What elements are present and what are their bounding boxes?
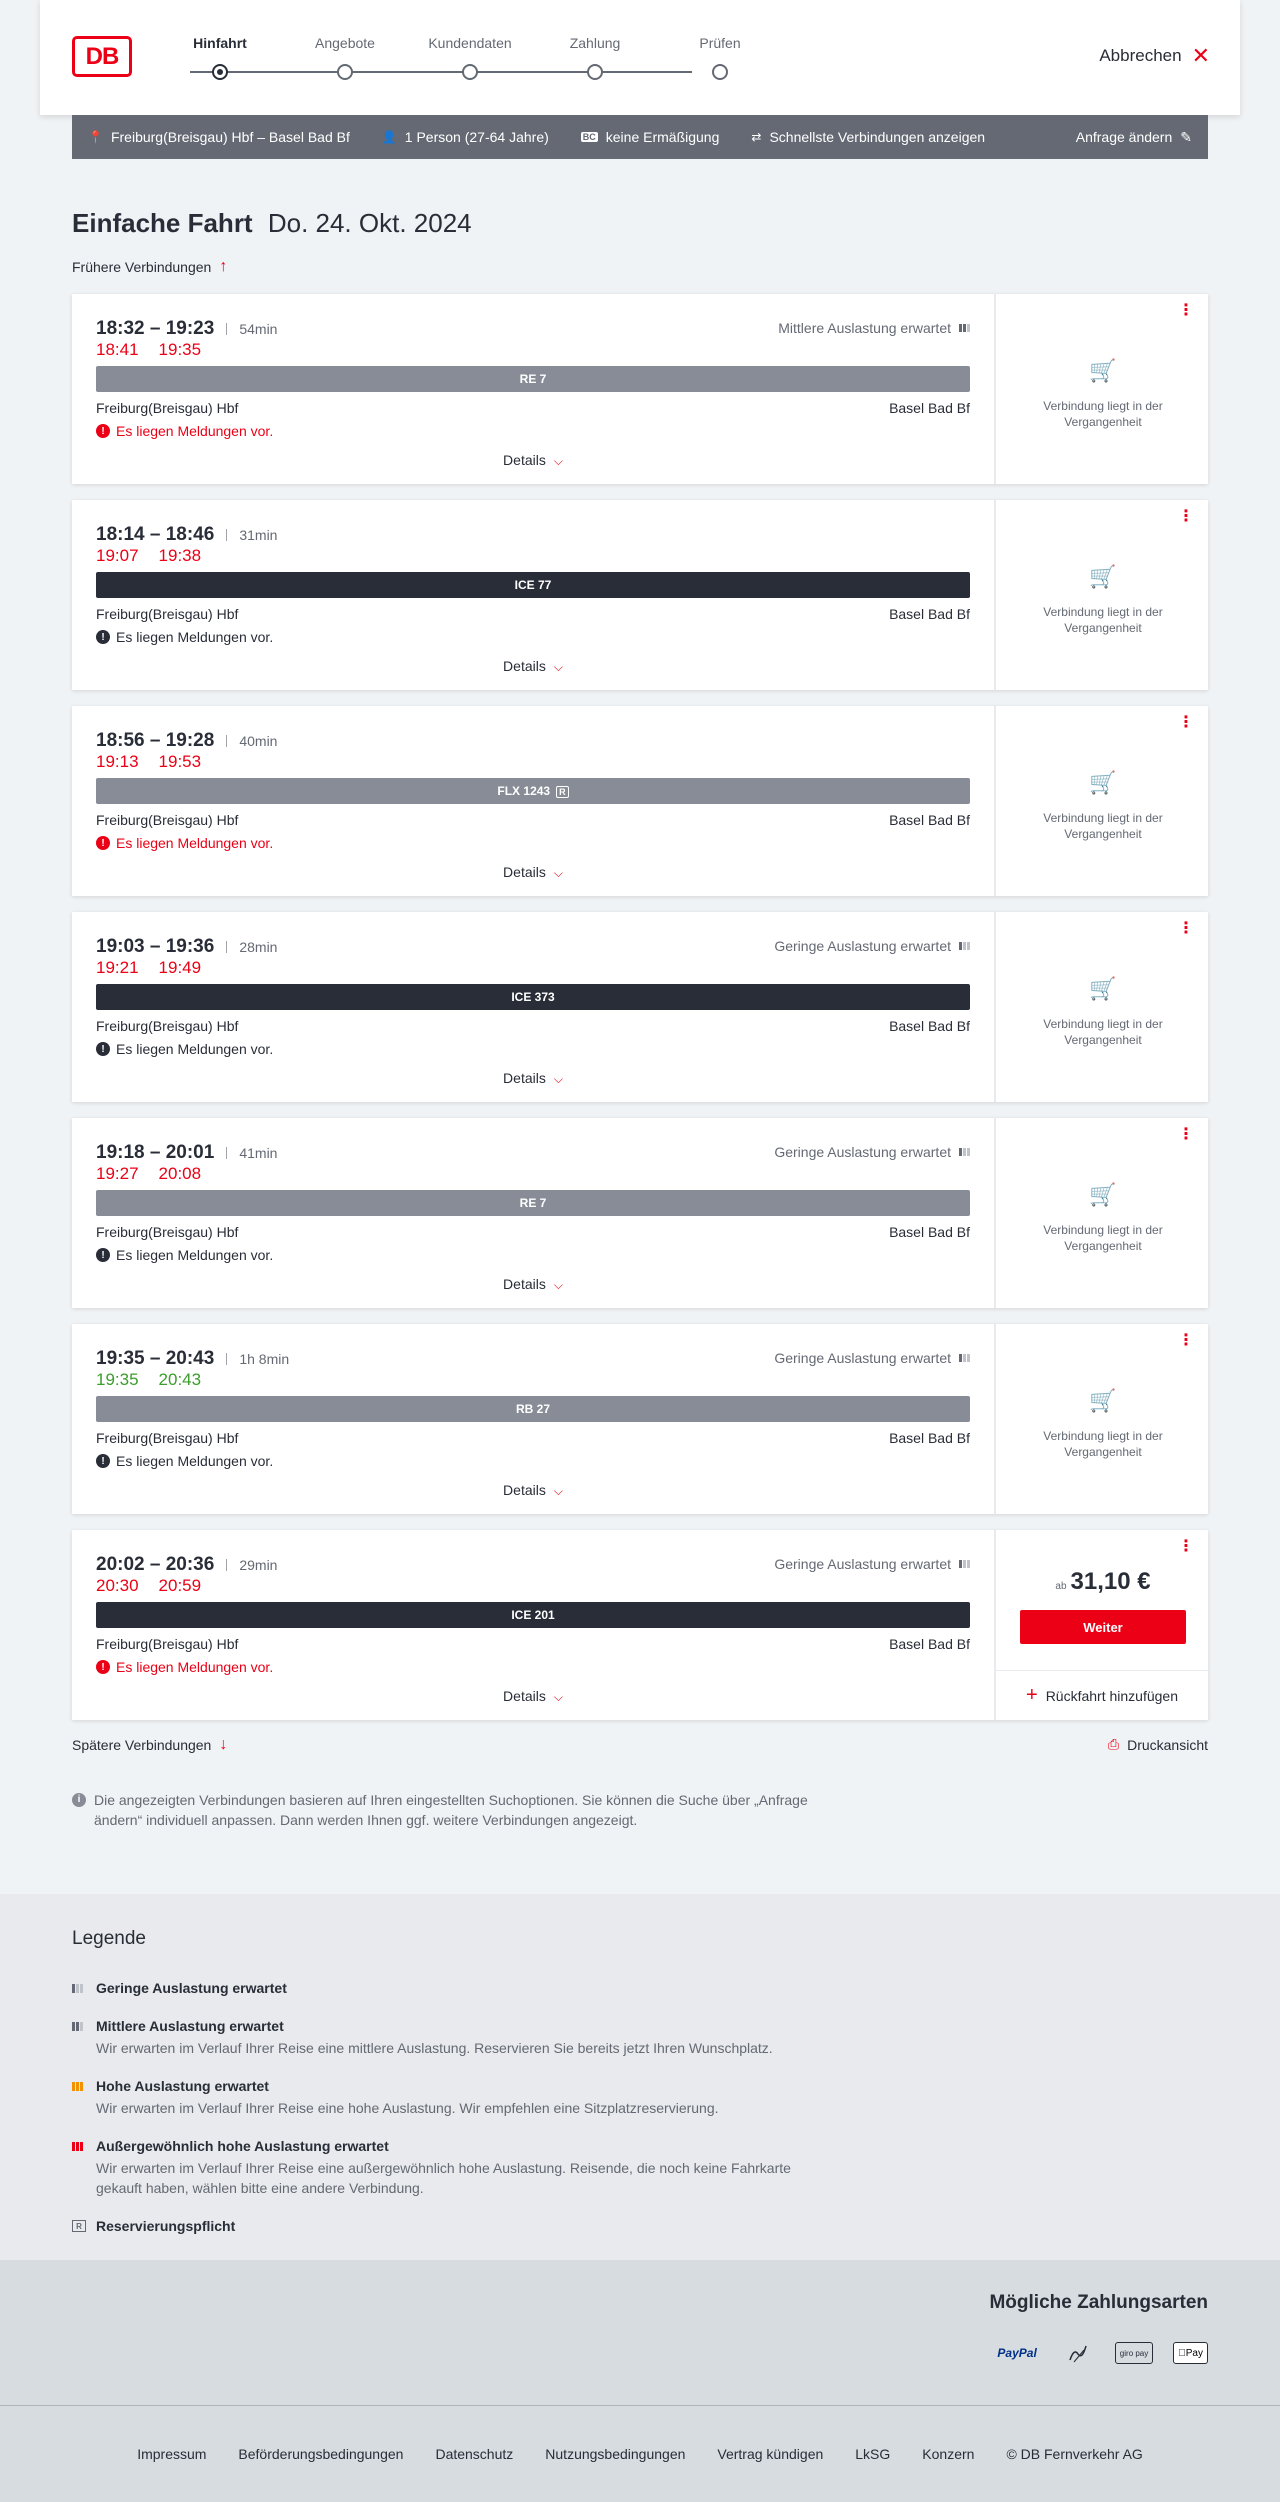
info-note bbox=[72, 1790, 852, 1830]
cancel-button[interactable] bbox=[1099, 43, 1210, 68]
realtime-arrival: 20:08 bbox=[158, 1164, 202, 1183]
chevron-down-icon: ⌵ bbox=[553, 866, 563, 880]
offer-panel bbox=[994, 1118, 1208, 1308]
legend-item-reservation bbox=[72, 2218, 235, 2234]
later-connections-link[interactable] bbox=[72, 1736, 227, 1754]
train-bar bbox=[96, 1190, 970, 1216]
realtime-arrival: 20:43 bbox=[158, 1370, 202, 1389]
chevron-down-icon: ⌵ bbox=[553, 1072, 563, 1086]
change-request-label: Anfrage ändern bbox=[1075, 129, 1173, 145]
connection-card bbox=[72, 294, 1208, 484]
footer-link-datenschutz[interactable]: Datenschutz bbox=[435, 2446, 514, 2462]
alert-icon: ! bbox=[96, 630, 110, 644]
disruption-message bbox=[96, 1453, 273, 1469]
cart-unavailable-icon: 🛒 bbox=[1089, 564, 1117, 589]
footer-link-nutzungsbedingungen[interactable]: Nutzungsbedingungen bbox=[545, 2446, 686, 2462]
page-title bbox=[72, 208, 472, 239]
discount-summary bbox=[581, 129, 720, 145]
train-bar bbox=[96, 1396, 970, 1422]
connection-card bbox=[72, 1324, 1208, 1514]
info-icon: i bbox=[72, 1793, 86, 1807]
destination-station: Basel Bad Bf bbox=[889, 606, 970, 622]
travellers-text: 1 Person (27-64 Jahre) bbox=[404, 129, 549, 145]
direct-debit-icon bbox=[1061, 2342, 1095, 2364]
more-options-icon[interactable]: ⋮ bbox=[1178, 920, 1194, 937]
chevron-down-icon: ⌵ bbox=[553, 454, 563, 468]
alert-icon: ! bbox=[96, 424, 110, 438]
duration: 28min bbox=[226, 941, 277, 953]
origin-station: Freiburg(Breisgau) Hbf bbox=[96, 1636, 239, 1652]
disruption-text: Es liegen Meldungen vor. bbox=[116, 835, 274, 851]
details-label: Details bbox=[503, 1482, 546, 1498]
search-summary-bar bbox=[72, 115, 1208, 159]
details-toggle[interactable] bbox=[72, 1070, 994, 1087]
past-connection-note: Verbindung liegt in der Vergangenheit bbox=[1043, 1223, 1163, 1253]
offer-panel bbox=[994, 500, 1208, 690]
occupancy-icon bbox=[959, 1354, 970, 1362]
alert-icon: ! bbox=[96, 836, 110, 850]
legend-section bbox=[0, 1894, 1280, 2260]
occupancy-icon bbox=[959, 324, 970, 332]
occupancy-info bbox=[774, 1144, 970, 1160]
scheduled-times bbox=[96, 936, 277, 958]
connection-details bbox=[72, 294, 994, 484]
step-zahlung bbox=[545, 34, 645, 80]
connection-details bbox=[72, 706, 994, 896]
details-toggle[interactable] bbox=[72, 1276, 994, 1293]
price-display bbox=[996, 1568, 1210, 1596]
alert-icon: ! bbox=[96, 1248, 110, 1262]
trip-type: Einfache Fahrt bbox=[72, 208, 253, 238]
connection-details bbox=[72, 1530, 994, 1720]
disruption-message bbox=[96, 1041, 273, 1057]
connection-details bbox=[72, 1118, 994, 1308]
disruption-message bbox=[96, 1247, 273, 1263]
more-options-icon[interactable]: ⋮ bbox=[1178, 508, 1194, 525]
destination-station: Basel Bad Bf bbox=[889, 1224, 970, 1240]
person-icon: 👤 bbox=[381, 130, 397, 144]
occupancy-low-icon bbox=[72, 1984, 86, 1993]
occupancy-icon bbox=[959, 942, 970, 950]
location-pin-icon: 📍 bbox=[88, 130, 103, 144]
payment-title: Mögliche Zahlungsarten bbox=[989, 2292, 1208, 2313]
connection-card bbox=[72, 500, 1208, 690]
disruption-message bbox=[96, 423, 273, 439]
duration: 29min bbox=[226, 1559, 277, 1571]
scheduled-times bbox=[96, 318, 277, 340]
realtime-arrival: 19:49 bbox=[158, 958, 202, 977]
scheduled-time-range: 18:56 – 19:28 bbox=[96, 730, 215, 751]
details-toggle[interactable] bbox=[72, 658, 994, 675]
scheduled-times bbox=[96, 1142, 277, 1164]
info-text: Die angezeigten Verbindungen basieren auf Ihren eingestellten Suchoptionen. Sie können die Suche über „Anfrage ändern“ individuell anpassen. Dann werden Ihnen ggf. weitere Verbindungen angezeigt. bbox=[94, 1792, 808, 1828]
duration: 54min bbox=[226, 323, 277, 335]
origin-station: Freiburg(Breisgau) Hbf bbox=[96, 606, 239, 622]
connection-card bbox=[72, 912, 1208, 1102]
legend-desc: Wir erwarten im Verlauf Ihrer Reise eine hohe Auslastung. Wir empfehlen eine Sitzplatzreservierung. bbox=[96, 2100, 719, 2116]
details-toggle[interactable] bbox=[72, 864, 994, 881]
train-bar bbox=[96, 778, 970, 804]
disruption-text: Es liegen Meldungen vor. bbox=[116, 423, 274, 439]
connection-details bbox=[72, 1324, 994, 1514]
step-dot bbox=[337, 64, 353, 80]
step-dot bbox=[212, 64, 228, 80]
legend-desc: Wir erwarten im Verlauf Ihrer Reise eine mittlere Auslastung. Reservieren Sie bereits jetzt Ihren Wunschplatz. bbox=[96, 2040, 773, 2056]
chevron-down-icon: ⌵ bbox=[553, 1484, 563, 1498]
train-name: ICE 373 bbox=[511, 990, 555, 1004]
legend-desc: Wir erwarten im Verlauf Ihrer Reise eine außergewöhnlich hohe Auslastung. Reisende, die noch keine Fahrkarte gekauft haben, wählen bitte eine andere Verbindung. bbox=[96, 2160, 791, 2196]
occupancy-icon bbox=[959, 1148, 970, 1156]
step-label: Kundendaten bbox=[428, 35, 512, 51]
scheduled-times bbox=[96, 524, 277, 546]
details-label: Details bbox=[503, 1688, 546, 1704]
past-connection-note: Verbindung liegt in der Vergangenheit bbox=[1043, 811, 1163, 841]
legend-item-medium bbox=[72, 2018, 816, 2058]
occupancy-info bbox=[774, 1350, 970, 1366]
disruption-text: Es liegen Meldungen vor. bbox=[116, 1247, 274, 1263]
details-toggle[interactable] bbox=[72, 1688, 994, 1705]
price-value: 31,10 € bbox=[1070, 1568, 1151, 1595]
duration: 1h 8min bbox=[226, 1353, 289, 1365]
occupancy-info bbox=[774, 938, 970, 954]
realtime-times bbox=[96, 546, 221, 566]
disruption-message bbox=[96, 835, 273, 851]
details-label: Details bbox=[503, 1276, 546, 1292]
occupancy-text: Geringe Auslastung erwartet bbox=[774, 938, 951, 954]
scheduled-times bbox=[96, 730, 277, 752]
train-bar bbox=[96, 366, 970, 392]
scheduled-times bbox=[96, 1554, 277, 1576]
occupancy-info bbox=[774, 1556, 970, 1572]
header bbox=[40, 0, 1240, 115]
option-text: Schnellste Verbindungen anzeigen bbox=[769, 129, 986, 145]
apple-pay-label: Pay bbox=[1182, 2347, 1200, 2359]
train-bar bbox=[96, 572, 970, 598]
alert-icon: ! bbox=[96, 1660, 110, 1674]
arrow-down-icon: ↓ bbox=[219, 1736, 228, 1753]
destination-station: Basel Bad Bf bbox=[889, 1430, 970, 1446]
scheduled-time-range: 19:18 – 20:01 bbox=[96, 1142, 215, 1163]
occupancy-very-high-icon bbox=[72, 2142, 86, 2151]
earlier-label: Frühere Verbindungen bbox=[72, 259, 212, 275]
more-options-icon[interactable]: ⋮ bbox=[1178, 1538, 1194, 1555]
legend-label: Hohe Auslastung erwartet bbox=[96, 2078, 269, 2094]
realtime-arrival: 19:38 bbox=[158, 546, 202, 565]
realtime-times bbox=[96, 1576, 221, 1596]
disruption-text: Es liegen Meldungen vor. bbox=[116, 629, 274, 645]
origin-station: Freiburg(Breisgau) Hbf bbox=[96, 812, 239, 828]
offer-panel bbox=[994, 1324, 1208, 1514]
discount-text: keine Ermäßigung bbox=[605, 129, 720, 145]
footer bbox=[0, 2406, 1280, 2502]
past-connection-note: Verbindung liegt in der Vergangenheit bbox=[1043, 399, 1163, 429]
destination-station: Basel Bad Bf bbox=[889, 812, 970, 828]
details-label: Details bbox=[503, 1070, 546, 1086]
destination-station: Basel Bad Bf bbox=[889, 400, 970, 416]
step-label: Prüfen bbox=[699, 35, 741, 51]
past-connection-note: Verbindung liegt in der Vergangenheit bbox=[1043, 1429, 1163, 1459]
scheduled-time-range: 18:32 – 19:23 bbox=[96, 318, 215, 339]
step-dot bbox=[587, 64, 603, 80]
reservation-required-icon: R bbox=[556, 786, 569, 798]
details-label: Details bbox=[503, 864, 546, 880]
scheduled-time-range: 20:02 – 20:36 bbox=[96, 1554, 215, 1575]
cancel-label: Abbrechen bbox=[1099, 46, 1182, 65]
realtime-arrival: 20:59 bbox=[158, 1576, 202, 1595]
realtime-times bbox=[96, 1370, 221, 1390]
step-pruefen bbox=[670, 34, 770, 80]
arrow-up-icon: ↑ bbox=[219, 258, 228, 275]
step-label: Hinfahrt bbox=[193, 35, 247, 51]
realtime-departure: 19:13 bbox=[96, 752, 139, 771]
connection-card bbox=[72, 1530, 1208, 1720]
occupancy-text: Geringe Auslastung erwartet bbox=[774, 1556, 951, 1572]
realtime-arrival: 19:53 bbox=[158, 752, 202, 771]
disruption-text: Es liegen Meldungen vor. bbox=[116, 1659, 274, 1675]
occupancy-text: Geringe Auslastung erwartet bbox=[774, 1144, 951, 1160]
paypal-icon: PayPal bbox=[997, 2346, 1037, 2360]
close-icon: ✕ bbox=[1191, 43, 1210, 68]
realtime-times bbox=[96, 752, 221, 772]
printer-icon: ⎙ bbox=[1107, 1736, 1120, 1752]
legend-item-low bbox=[72, 1980, 287, 1996]
offer-panel bbox=[994, 912, 1208, 1102]
connection-card bbox=[72, 1118, 1208, 1308]
footer-copyright: © DB Fernverkehr AG bbox=[1006, 2446, 1143, 2462]
step-label: Zahlung bbox=[569, 35, 621, 51]
step-hinfahrt[interactable] bbox=[170, 34, 270, 80]
footer-link-impressum[interactable]: Impressum bbox=[137, 2446, 207, 2462]
booking-stepper bbox=[170, 34, 741, 84]
realtime-departure: 18:41 bbox=[96, 340, 139, 359]
realtime-departure: 19:27 bbox=[96, 1164, 139, 1183]
offer-panel bbox=[994, 294, 1208, 484]
legend-title: Legende bbox=[72, 1928, 146, 1949]
legend-item-high bbox=[72, 2078, 816, 2118]
add-return-label: Rückfahrt hinzufügen bbox=[1045, 1687, 1178, 1704]
add-return-trip-button[interactable] bbox=[996, 1670, 1208, 1720]
connection-card bbox=[72, 706, 1208, 896]
cart-unavailable-icon: 🛒 bbox=[1089, 1388, 1117, 1413]
footer-link-vertrag-kuendigen[interactable]: Vertrag kündigen bbox=[717, 2446, 824, 2462]
print-view-link[interactable] bbox=[1108, 1736, 1208, 1753]
step-angebote bbox=[295, 34, 395, 80]
train-bar bbox=[96, 1602, 970, 1628]
offer-panel bbox=[994, 1530, 1208, 1720]
continue-button[interactable]: Weiter bbox=[1020, 1610, 1186, 1644]
option-summary bbox=[751, 129, 985, 145]
connection-details bbox=[72, 912, 994, 1102]
train-name: RE 7 bbox=[519, 1196, 547, 1210]
footer-links bbox=[0, 2446, 1280, 2462]
disruption-text: Es liegen Meldungen vor. bbox=[116, 1041, 274, 1057]
connection-details bbox=[72, 500, 994, 690]
more-options-icon[interactable]: ⋮ bbox=[1178, 1332, 1194, 1349]
payment-icons bbox=[993, 2342, 1208, 2364]
occupancy-medium-icon bbox=[72, 2022, 86, 2031]
realtime-times bbox=[96, 1164, 221, 1184]
cart-unavailable-icon: 🛒 bbox=[1089, 1182, 1117, 1207]
train-name: FLX 1243 bbox=[497, 784, 551, 798]
earlier-connections-link[interactable] bbox=[72, 258, 227, 276]
chevron-down-icon: ⌵ bbox=[553, 1690, 563, 1704]
offer-panel bbox=[994, 706, 1208, 896]
legend-item-very-high bbox=[72, 2138, 816, 2198]
realtime-times bbox=[96, 958, 221, 978]
origin-station: Freiburg(Breisgau) Hbf bbox=[96, 1018, 239, 1034]
duration: 31min bbox=[226, 529, 277, 541]
route-summary bbox=[88, 129, 350, 145]
details-toggle[interactable] bbox=[72, 452, 994, 469]
price-prefix: ab bbox=[1055, 1581, 1067, 1592]
origin-station: Freiburg(Breisgau) Hbf bbox=[96, 1430, 239, 1446]
step-kundendaten bbox=[420, 34, 520, 80]
realtime-arrival: 19:35 bbox=[158, 340, 202, 359]
disruption-message bbox=[96, 1659, 273, 1675]
alert-icon: ! bbox=[96, 1042, 110, 1056]
footer-link-befoerderungsbedingungen[interactable]: Beförderungsbedingungen bbox=[238, 2446, 404, 2462]
train-bar bbox=[96, 984, 970, 1010]
occupancy-high-icon bbox=[72, 2082, 86, 2091]
realtime-departure: 19:35 bbox=[96, 1370, 139, 1389]
step-dot bbox=[462, 64, 478, 80]
chevron-down-icon: ⌵ bbox=[553, 1278, 563, 1292]
swap-arrows-icon: ⇄ bbox=[751, 130, 762, 144]
step-dot bbox=[712, 64, 728, 80]
travellers-summary bbox=[382, 129, 549, 145]
more-options-icon[interactable]: ⋮ bbox=[1178, 302, 1194, 319]
route-text: Freiburg(Breisgau) Hbf – Basel Bad Bf bbox=[110, 129, 350, 145]
occupancy-text: Geringe Auslastung erwartet bbox=[774, 1350, 951, 1366]
cart-unavailable-icon: 🛒 bbox=[1089, 358, 1117, 383]
scheduled-time-range: 19:35 – 20:43 bbox=[96, 1348, 215, 1369]
train-name: ICE 77 bbox=[514, 578, 552, 592]
chevron-down-icon: ⌵ bbox=[553, 660, 563, 674]
step-label: Angebote bbox=[315, 35, 375, 51]
destination-station: Basel Bad Bf bbox=[889, 1636, 970, 1652]
occupancy-icon bbox=[959, 1560, 970, 1568]
disruption-text: Es liegen Meldungen vor. bbox=[116, 1453, 274, 1469]
scheduled-times bbox=[96, 1348, 289, 1370]
more-options-icon[interactable]: ⋮ bbox=[1178, 714, 1194, 731]
trip-date: Do. 24. Okt. 2024 bbox=[267, 208, 472, 238]
duration: 41min bbox=[226, 1147, 277, 1159]
legend-label: Geringe Auslastung erwartet bbox=[96, 1980, 287, 1996]
scheduled-time-range: 19:03 – 19:36 bbox=[96, 936, 215, 957]
db-logo[interactable]: DB bbox=[72, 36, 132, 77]
details-label: Details bbox=[503, 658, 546, 674]
apple-pay-icon bbox=[1173, 2342, 1208, 2364]
details-toggle[interactable] bbox=[72, 1482, 994, 1499]
plus-icon: + bbox=[1026, 1684, 1038, 1706]
cart-unavailable-icon: 🛒 bbox=[1089, 976, 1117, 1001]
origin-station: Freiburg(Breisgau) Hbf bbox=[96, 1224, 239, 1240]
giropay-icon: giro pay bbox=[1115, 2342, 1153, 2364]
train-name: RE 7 bbox=[519, 372, 547, 386]
alert-icon: ! bbox=[96, 1454, 110, 1468]
past-connection-note: Verbindung liegt in der Vergangenheit bbox=[1043, 605, 1163, 635]
duration: 40min bbox=[226, 735, 277, 747]
train-name: ICE 201 bbox=[511, 1608, 555, 1622]
print-label: Druckansicht bbox=[1127, 1736, 1208, 1753]
legend-label: Reservierungspflicht bbox=[96, 2218, 236, 2234]
change-request-button[interactable] bbox=[1076, 129, 1192, 146]
footer-link-lksg[interactable]: LkSG bbox=[855, 2446, 891, 2462]
later-label: Spätere Verbindungen bbox=[72, 1737, 212, 1753]
realtime-departure: 19:07 bbox=[96, 546, 139, 565]
cart-unavailable-icon: 🛒 bbox=[1089, 770, 1117, 795]
occupancy-info bbox=[778, 320, 970, 336]
destination-station: Basel Bad Bf bbox=[889, 1018, 970, 1034]
pencil-icon: ✎ bbox=[1180, 128, 1192, 145]
train-name: RB 27 bbox=[515, 1402, 550, 1416]
bahncard-icon: BC bbox=[582, 132, 596, 142]
past-connection-note: Verbindung liegt in der Vergangenheit bbox=[1043, 1017, 1163, 1047]
legend-label: Mittlere Auslastung erwartet bbox=[96, 2018, 284, 2034]
more-options-icon[interactable]: ⋮ bbox=[1178, 1126, 1194, 1143]
details-label: Details bbox=[503, 452, 546, 468]
realtime-departure: 19:21 bbox=[96, 958, 139, 977]
origin-station: Freiburg(Breisgau) Hbf bbox=[96, 400, 239, 416]
realtime-times bbox=[96, 340, 221, 360]
occupancy-text: Mittlere Auslastung erwartet bbox=[778, 320, 951, 336]
reservation-required-icon: R bbox=[72, 2220, 86, 2232]
payment-methods-section bbox=[0, 2260, 1280, 2406]
footer-link-konzern[interactable]: Konzern bbox=[922, 2446, 975, 2462]
disruption-message bbox=[96, 629, 273, 645]
scheduled-time-range: 18:14 – 18:46 bbox=[96, 524, 215, 545]
legend-label: Außergewöhnlich hohe Auslastung erwartet bbox=[96, 2138, 389, 2154]
realtime-departure: 20:30 bbox=[96, 1576, 139, 1595]
